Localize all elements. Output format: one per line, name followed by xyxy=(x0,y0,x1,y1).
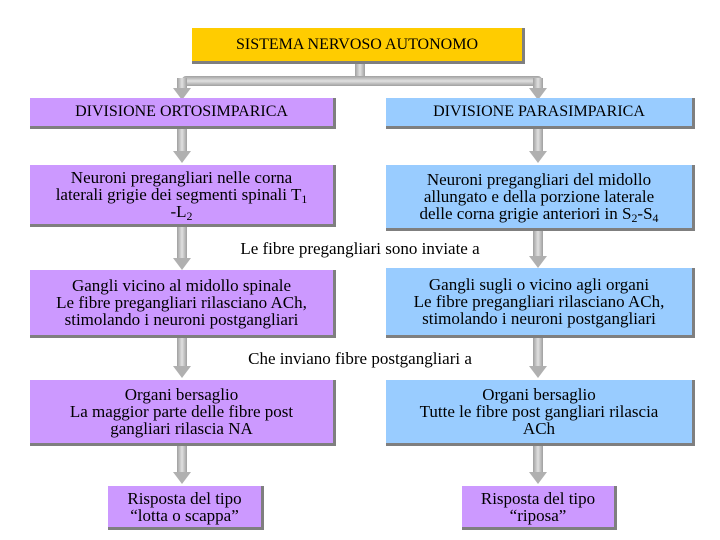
targets-right-line3: ACh xyxy=(522,419,556,438)
arrow-left-1 xyxy=(173,127,191,163)
response-right-line1: Risposta del tipo xyxy=(480,488,596,508)
neurons-left-box xyxy=(30,165,336,227)
neurons-right-line3: delle corna grigie anteriori in $S_2-S_4$ xyxy=(419,204,659,225)
title-text: SISTEMA NERVOSO AUTONOMO xyxy=(235,35,478,53)
targets-right-box xyxy=(386,380,695,446)
neurons-left-line1: Neuroni pregangliari nelle corna xyxy=(70,168,293,187)
connector-text-2: Che inviano fibre postgangliari a xyxy=(248,349,472,368)
targets-right-line2: Tutte le fibre post gangliari rilascia xyxy=(419,402,659,421)
ganglia-left-line1: Gangli vicino al midollo spinale xyxy=(71,276,292,295)
ganglia-right-line1: Gangli sugli o vicino agli organi xyxy=(428,275,650,294)
ganglia-left-box xyxy=(30,270,336,338)
response-left-line1: Risposta del tipo xyxy=(127,488,242,508)
division-right-label: DIVISIONE PARASIMPARICA xyxy=(433,103,645,120)
targets-right-line1: Organi bersaglio xyxy=(482,385,596,404)
ganglia-right-box xyxy=(386,268,695,338)
ganglia-left-line3: stimolando i neuroni postgangliari xyxy=(64,310,299,329)
ganglia-right-line2: Le fibre pregangliari rilasciano ACh, xyxy=(413,292,665,311)
response-left-box xyxy=(108,486,264,530)
targets-left-line3: gangliari rilascia NA xyxy=(110,419,253,438)
targets-left-box xyxy=(30,380,336,446)
neurons-right-line2: allungato e della porzione laterale xyxy=(423,187,655,206)
neurons-right-line1: Neuroni pregangliari del midollo xyxy=(426,170,652,189)
division-left-label: DIVISIONE ORTOSIMPARICA xyxy=(75,103,288,120)
neurons-right-box xyxy=(386,165,695,231)
neurons-left-line2: laterali grigie dei segmenti spinali $T_1$ xyxy=(55,185,308,206)
response-right-line2: “riposa” xyxy=(509,505,567,525)
ganglia-right-line3: stimolando i neuroni postgangliari xyxy=(422,309,656,328)
targets-left-line1: Organi bersaglio xyxy=(124,385,239,404)
title-box xyxy=(192,28,525,64)
connector-text-1: Le fibre pregangliari sono inviate a xyxy=(240,239,480,258)
ganglia-left-line2: Le fibre pregangliari rilasciano ACh, xyxy=(56,293,307,312)
arrow-left-4 xyxy=(173,446,191,484)
response-right-box xyxy=(462,486,617,530)
arrow-right-1 xyxy=(529,127,547,163)
split-arrow xyxy=(173,62,547,100)
division-right-box xyxy=(386,98,695,129)
neurons-left-line3: $-L_2$ xyxy=(170,202,193,223)
targets-left-line2: La maggior parte delle fibre post xyxy=(69,402,294,421)
response-left-line2: “lotta o scappa” xyxy=(130,505,239,525)
arrow-right-4 xyxy=(529,446,547,484)
division-left-box xyxy=(30,98,336,129)
